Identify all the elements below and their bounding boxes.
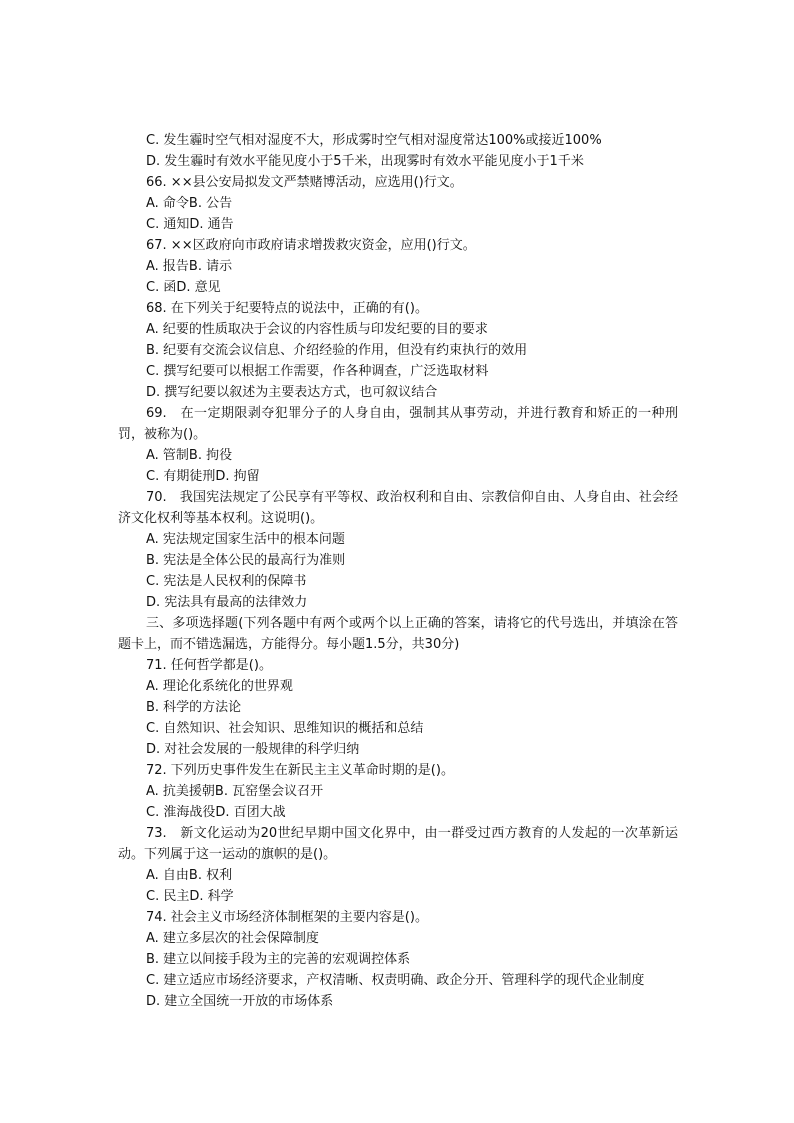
question-68: 68. 在下列关于纪要特点的说法中，正确的有()。 <box>146 301 428 316</box>
option-line: D. 宪法具有最高的法律效力 <box>146 595 308 610</box>
option-line: C. 有期徒刑D. 拘留 <box>146 469 260 484</box>
option-line: C. 民主D. 科学 <box>146 889 234 904</box>
question-74: 74. 社会主义市场经济体制框架的主要内容是()。 <box>146 910 428 925</box>
option-line: B. 宪法是全体公民的最高行为准则 <box>146 553 346 568</box>
option-line: C. 自然知识、社会知识、思维知识的概括和总结 <box>146 721 424 736</box>
question-70: 70. 我国宪法规定了公民享有平等权、政治权利和自由、宗教信仰自由、人身自由、社会经济文化权利等基本权利。这说明()。 <box>118 490 678 526</box>
option-line: A. 管制B. 拘役 <box>146 448 233 463</box>
question-67: 67. ××区政府向市政府请求增拨救灾资金，应用()行文。 <box>146 238 476 253</box>
question-72: 72. 下列历史事件发生在新民主主义革命时期的是()。 <box>146 763 454 778</box>
option-line: C. 通知D. 通告 <box>146 217 234 232</box>
option-line: C. 建立适应市场经济要求，产权清晰、权责明确、政企分开、管理科学的现代企业制度 <box>146 973 645 988</box>
question-66: 66. ××县公安局拟发文严禁赌博活动，应选用()行文。 <box>146 175 463 190</box>
option-line: C. 撰写纪要可以根据工作需要，作各种调查，广泛选取材料 <box>146 364 489 379</box>
option-line: C. 发生霾时空气相对湿度不大，形成雾时空气相对湿度常达100%或接近100% <box>146 133 602 148</box>
option-line: B. 纪要有交流会议信息、介绍经验的作用，但没有约束执行的效用 <box>146 343 528 358</box>
section-heading-multiple-choice: 三、多项选择题(下列各题中有两个或两个以上正确的答案，请将它的代号选出，并填涂在答题卡上，而不错选漏选，方能得分。每小题1.5分，共30分) <box>118 616 678 652</box>
option-line: D. 撰写纪要以叙述为主要表达方式，也可叙议结合 <box>146 385 438 400</box>
option-line: A. 命令B. 公告 <box>146 196 233 211</box>
question-71: 71. 任何哲学都是()。 <box>146 658 272 673</box>
option-line: A. 理论化系统化的世界观 <box>146 679 293 694</box>
option-line: A. 自由B. 权利 <box>146 868 233 883</box>
option-line: A. 报告B. 请示 <box>146 259 233 274</box>
option-line: A. 宪法规定国家生活中的根本问题 <box>146 532 345 547</box>
option-line: A. 建立多层次的社会保障制度 <box>146 931 319 946</box>
option-line: D. 建立全国统一开放的市场体系 <box>146 994 334 1009</box>
option-line: A. 纪要的性质取决于会议的内容性质与印发纪要的目的要求 <box>146 322 488 337</box>
option-line: A. 抗美援朝B. 瓦窑堡会议召开 <box>146 784 324 799</box>
option-line: D. 发生霾时有效水平能见度小于5千米，出现雾时有效水平能见度小于1千米 <box>146 154 584 169</box>
question-73: 73. 新文化运动为20世纪早期中国文化界中，由一群受过西方教育的人发起的一次革新运动。下列属于这一运动的旗帜的是()。 <box>118 826 678 862</box>
option-line: B. 建立以间接手段为主的完善的宏观调控体系 <box>146 952 411 967</box>
option-line: C. 函D. 意见 <box>146 280 221 295</box>
option-line: C. 宪法是人民权利的保障书 <box>146 574 307 589</box>
document-body <box>118 130 678 1012</box>
option-line: D. 对社会发展的一般规律的科学归纳 <box>146 742 360 757</box>
question-69: 69. 在一定期限剥夺犯罪分子的人身自由，强制其从事劳动，并进行教育和矫正的一种刑罚，被称为()。 <box>118 406 678 442</box>
option-line: C. 淮海战役D. 百团大战 <box>146 805 286 820</box>
option-line: B. 科学的方法论 <box>146 700 242 715</box>
